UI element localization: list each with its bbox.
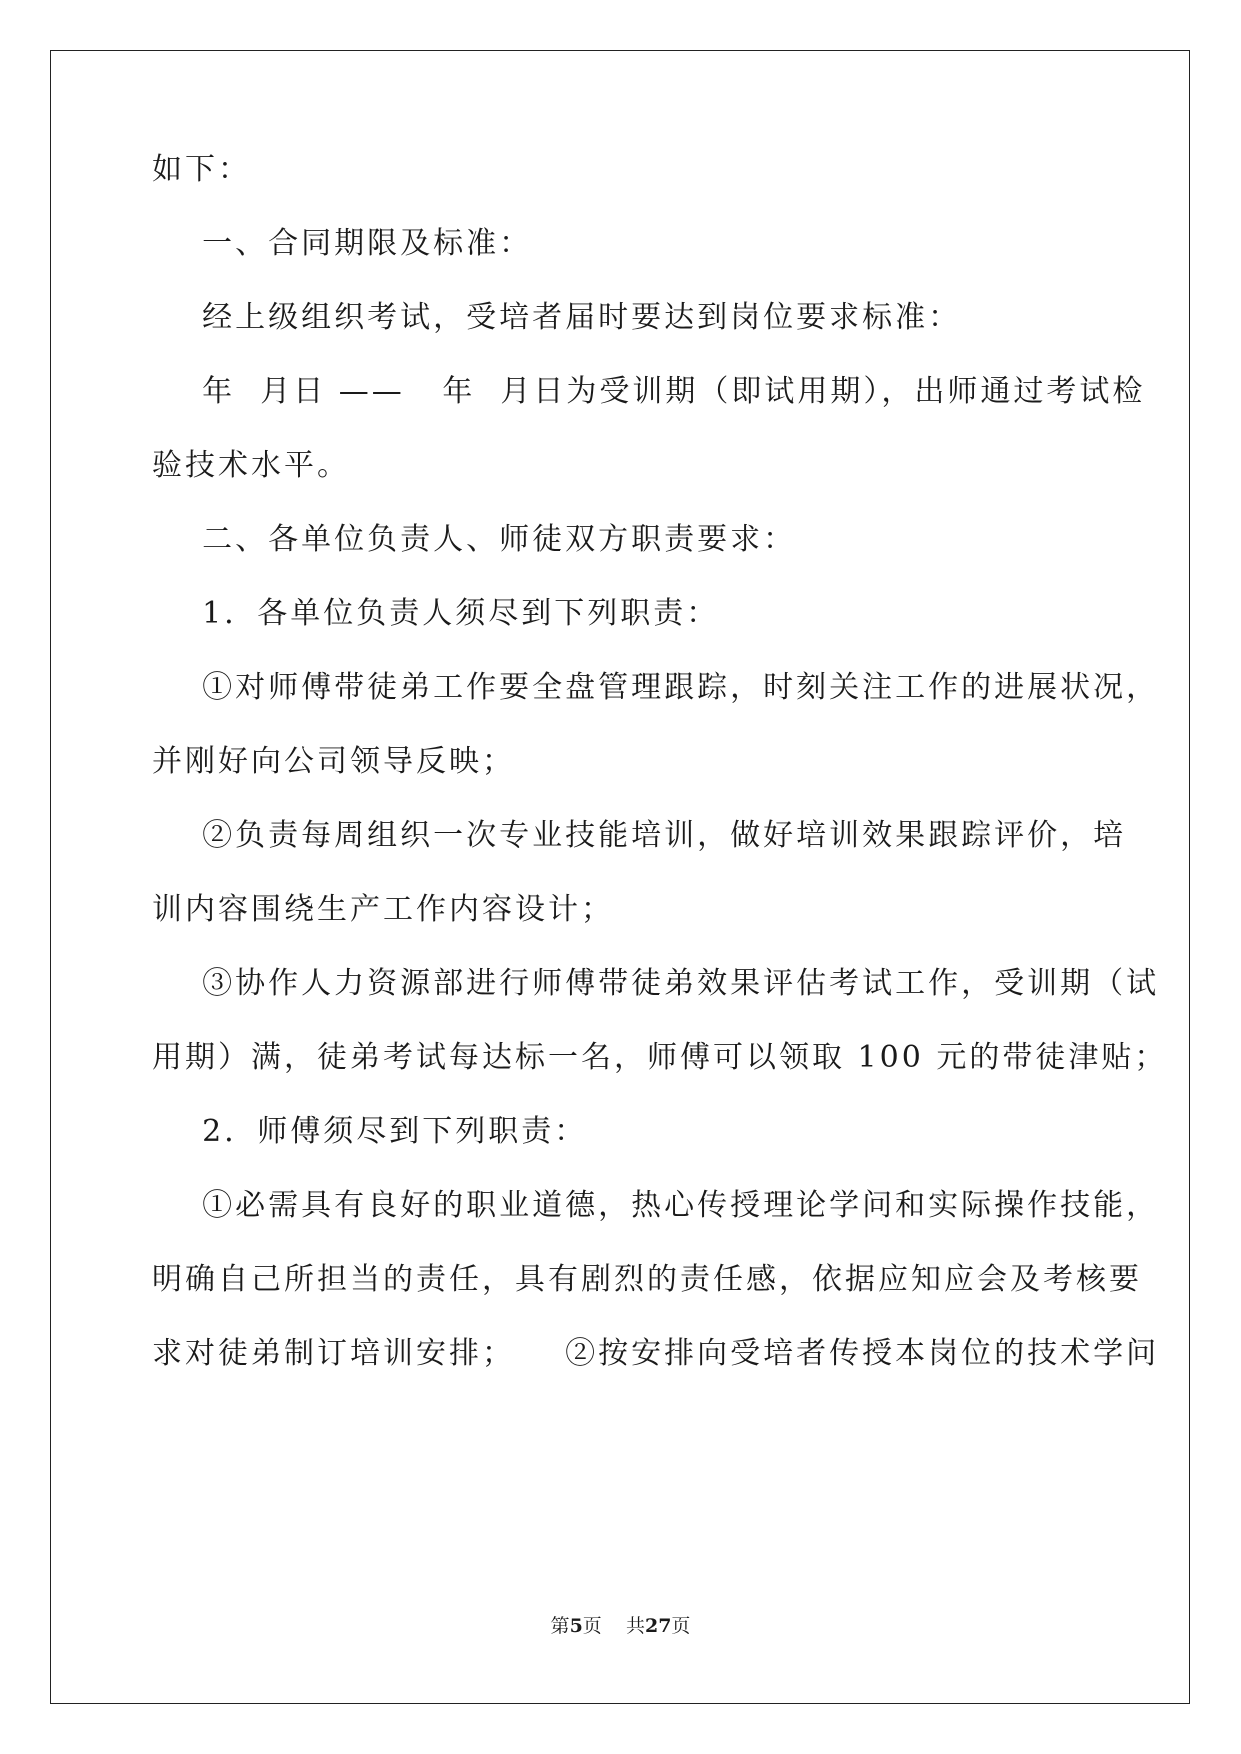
text-line: 2．师傅须尽到下列职责： bbox=[152, 1114, 588, 1149]
current-page-number: 5 bbox=[569, 1615, 583, 1637]
text-line: 明确自己所担当的责任，具有剧烈的责任感，依据应知应会及考核要 bbox=[152, 1262, 1142, 1297]
text-line: ②负责每周组织一次专业技能培训，做好培训效果跟踪评价，培 bbox=[152, 818, 1127, 853]
text-line: 一、合同期限及标准： bbox=[152, 226, 533, 261]
footer-suffix: 页 bbox=[671, 1615, 691, 1637]
text-line: 用期）满，徒弟考试每达标一名，师傅可以领取 100 元的带徒津贴； bbox=[152, 1040, 1168, 1075]
footer-middle: 页 共 bbox=[582, 1615, 645, 1637]
text-line: ①必需具有良好的职业道德，热心传授理论学问和实际操作技能， bbox=[152, 1188, 1160, 1223]
text-line: 如下： bbox=[152, 152, 251, 187]
text-line: 经上级组织考试，受培者届时要达到岗位要求标准： bbox=[152, 300, 962, 335]
text-line: 二、各单位负责人、师徒双方职责要求： bbox=[152, 522, 797, 557]
text-line: 年 月日 —— 年 月日为受训期（即试用期），出师通过考试检 bbox=[152, 374, 1146, 409]
text-line: 求对徒弟制订培训安排； ②按安排向受培者传授本岗位的技术学问 bbox=[152, 1336, 1160, 1371]
text-line: 并刚好向公司领导反映； bbox=[152, 744, 515, 779]
text-line: ③协作人力资源部进行师傅带徒弟效果评估考试工作，受训期（试 bbox=[152, 966, 1160, 1001]
page-footer bbox=[0, 1614, 1241, 1638]
text-line: 验技术水平。 bbox=[152, 448, 350, 483]
footer-prefix: 第 bbox=[550, 1615, 570, 1637]
total-page-number: 27 bbox=[644, 1615, 672, 1637]
text-line: 1．各单位负责人须尽到下列职责： bbox=[152, 596, 720, 631]
text-line: 训内容围绕生产工作内容设计； bbox=[152, 892, 614, 927]
document-body bbox=[152, 0, 1168, 1371]
text-line: ①对师傅带徒弟工作要全盘管理跟踪，时刻关注工作的进展状况， bbox=[152, 670, 1160, 705]
